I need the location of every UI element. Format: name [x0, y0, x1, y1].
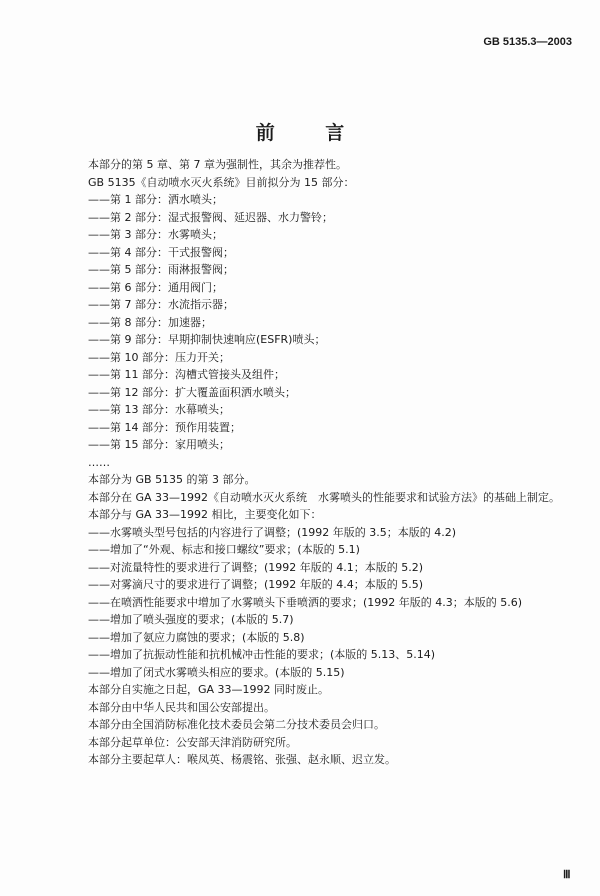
foreword-line: ……: [88, 455, 110, 469]
foreword-line: ——对流量特性的要求进行了调整；(1992 年版的 4.1；本版的 5.2): [88, 560, 424, 574]
foreword-line: ——增加了喷头强度的要求；(本版的 5.7): [88, 613, 294, 626]
foreword-line: ——第 14 部分：预作用装置；: [88, 420, 241, 434]
foreword-line: 本部分起草单位：公安部天津消防研究所。: [88, 735, 297, 749]
foreword-line: ——第 13 部分：水幕喷头；: [88, 403, 230, 416]
foreword-line: 本部分由中华人民共和国公安部提出。: [88, 700, 275, 714]
foreword-line: ——对雾滴尺寸的要求进行了调整；(1992 年版的 4.4；本版的 5.5): [88, 578, 424, 591]
foreword-line: ——第 11 部分：沟槽式管接头及组件；: [88, 368, 285, 381]
foreword-line: ——增加了抗振动性能和抗机械冲击性能的要求；(本版的 5.13、5.14): [88, 648, 436, 661]
foreword-line: 本部分由全国消防标准化技术委员会第二分技术委员会归口。: [88, 718, 385, 731]
foreword-line: ——增加了“外观、标志和接口螺纹”要求；(本版的 5.1): [88, 543, 360, 556]
foreword-line: ——增加了闭式水雾喷头相应的要求。(本版的 5.15): [88, 665, 345, 679]
standard-number-header: GB 5135.3—2003: [483, 36, 572, 48]
foreword-line: ——第 7 部分：水流指示器；: [88, 298, 234, 311]
foreword-line: 本部分在 GA 33—1992《自动喷水灭火系统 水雾喷头的性能要求和试验方法》的基础上制定。: [88, 490, 561, 504]
foreword-line: GB 5135《自动喷水灭火系统》目前拟分为 15 部分：: [88, 175, 355, 189]
page-title: 前 言: [255, 122, 367, 144]
foreword-line: ——第 2 部分：湿式报警阀、延迟器、水力警铃；: [88, 210, 333, 224]
foreword-body: [88, 156, 568, 769]
foreword-line: ——第 4 部分：干式报警阀；: [88, 245, 234, 259]
foreword-line: ——在喷洒性能要求中增加了水雾喷头下垂喷洒的要求；(1992 年版的 4.3；本版的 5.6): [88, 595, 523, 609]
foreword-line: ——水雾喷头型号包括的内容进行了调整；(1992 年版的 3.5；本版的 4.2): [88, 525, 457, 539]
foreword-line: ——第 1 部分：洒水喷头；: [88, 193, 223, 206]
foreword-line: ——第 8 部分：加速器；: [88, 315, 212, 329]
foreword-line: 本部分为 GB 5135 的第 3 部分。: [88, 473, 256, 486]
foreword-line: ——第 9 部分：早期抑制快速响应(ESFR)喷头；: [88, 333, 326, 346]
foreword-line: ——第 15 部分：家用喷头；: [88, 438, 230, 451]
foreword-line: 本部分自实施之日起，GA 33—1992 同时废止。: [88, 683, 330, 696]
foreword-line: ——第 3 部分：水雾喷头；: [88, 228, 223, 241]
foreword-line: ——增加了氨应力腐蚀的要求；(本版的 5.8): [88, 630, 305, 644]
foreword-line: 本部分与 GA 33—1992 相比，主要变化如下：: [88, 508, 322, 521]
page-number: Ⅲ: [563, 869, 571, 881]
foreword-line: ——第 5 部分：雨淋报警阀；: [88, 263, 234, 276]
foreword-line: ——第 12 部分：扩大覆盖面积洒水喷头；: [88, 385, 296, 399]
foreword-line: 本部分的第 5 章、第 7 章为强制性，其余为推荐性。: [88, 158, 347, 171]
foreword-line: 本部分主要起草人：喉凤英、杨震铭、张强、赵永顺、迟立发。: [88, 753, 396, 766]
foreword-line: ——第 10 部分：压力开关；: [88, 350, 230, 364]
foreword-line: ——第 6 部分：通用阀门；: [88, 280, 223, 294]
